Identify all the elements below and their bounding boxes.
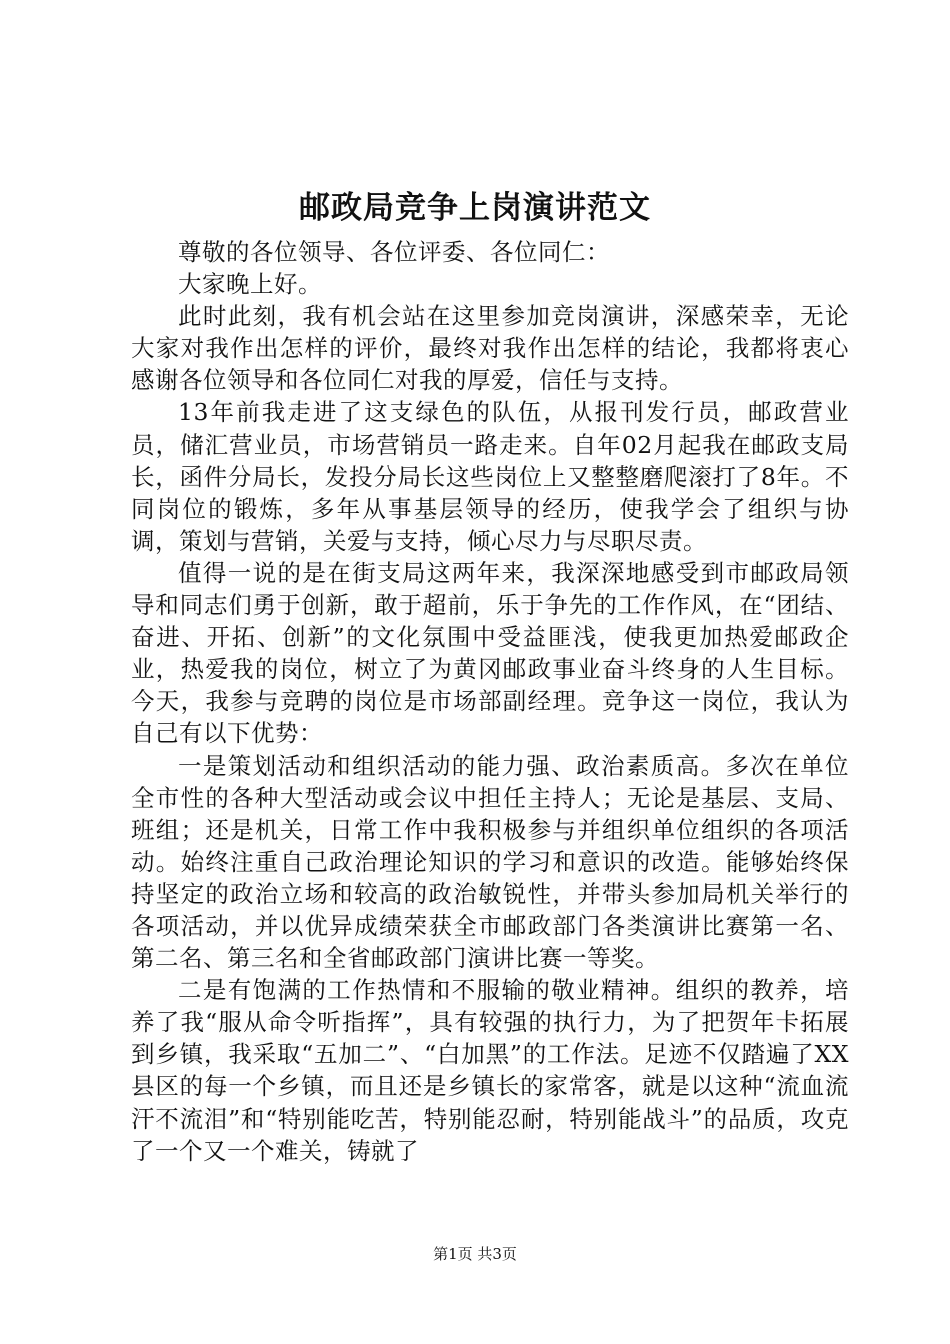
document-title: 邮政局竞争上岗演讲范文 [299, 190, 651, 226]
page-number-footer: 第1页 共3页 [433, 1245, 517, 1263]
body-paragraph: 一是策划活动和组织活动的能力强、政治素质高。多次在单位全市性的各种大型活动或会议中担任主持人；无论是基层、支局、班组；还是机关，日常工作中我积极参与并组织单位组织的各项活动。始终注重自己政治理论知识的学习和意识的改造。能够始终保持坚定的政治立场和较高的政治敏锐性，并带头参加局机关举行的各项活动，并以优异成绩荣获全市邮政部门各类演讲比赛第一名、第二名、第三名和全省邮政部门演讲比赛一等奖。 [131, 751, 849, 973]
greeting-paragraph: 大家晚上好。 [178, 270, 322, 299]
document-body [131, 236, 849, 1167]
salutation-paragraph: 尊敬的各位领导、各位评委、各位同仁： [178, 238, 610, 266]
body-paragraph: 二是有饱满的工作热情和不服输的敬业精神。组织的教养，培养了我“服从命令听指挥”，具有较强的执行力，为了把贺年卡拓展到乡镇，我采取“五加二”、“白加黑”的工作法。足迹不仅踏遍了XX县区的每一个乡镇，而且还是乡镇长的家常客，就是以这种“流血流汗不流泪”和“特别能吃苦，特别能忍耐，特别能战斗”的品质，攻克了一个又一个难关，铸就了 [131, 976, 849, 1165]
body-paragraph: 13年前我走进了这支绿色的队伍，从报刊发行员，邮政营业员，储汇营业员，市场营销员一路走来。自年02月起我在邮政支局长，函件分局长，发投分局长这些岗位上又整整磨爬滚打了8年。不同岗位的锻炼，多年从事基层领导的经历，使我学会了组织与协调，策划与营销，关爱与支持，倾心尽力与尽职尽责。 [131, 398, 849, 555]
body-paragraph: 此时此刻，我有机会站在这里参加竞岗演讲，深感荣幸，无论大家对我作出怎样的评价，最终对我作出怎样的结论，我都将衷心感谢各位领导和各位同仁对我的厚爱，信任与支持。 [131, 302, 849, 395]
body-paragraph: 值得一说的是在街支局这两年来，我深深地感受到市邮政局领导和同志们勇于创新，敢于超前，乐于争先的工作作风，在“团结、奋进、开拓、创新”的文化氛围中受益匪浅，使我更加热爱邮政企业，热爱我的岗位，树立了为黄冈邮政事业奋斗终身的人生目标。今天，我参与竞聘的岗位是市场部副经理。竞争这一岗位，我认为自己有以下优势： [131, 558, 849, 748]
